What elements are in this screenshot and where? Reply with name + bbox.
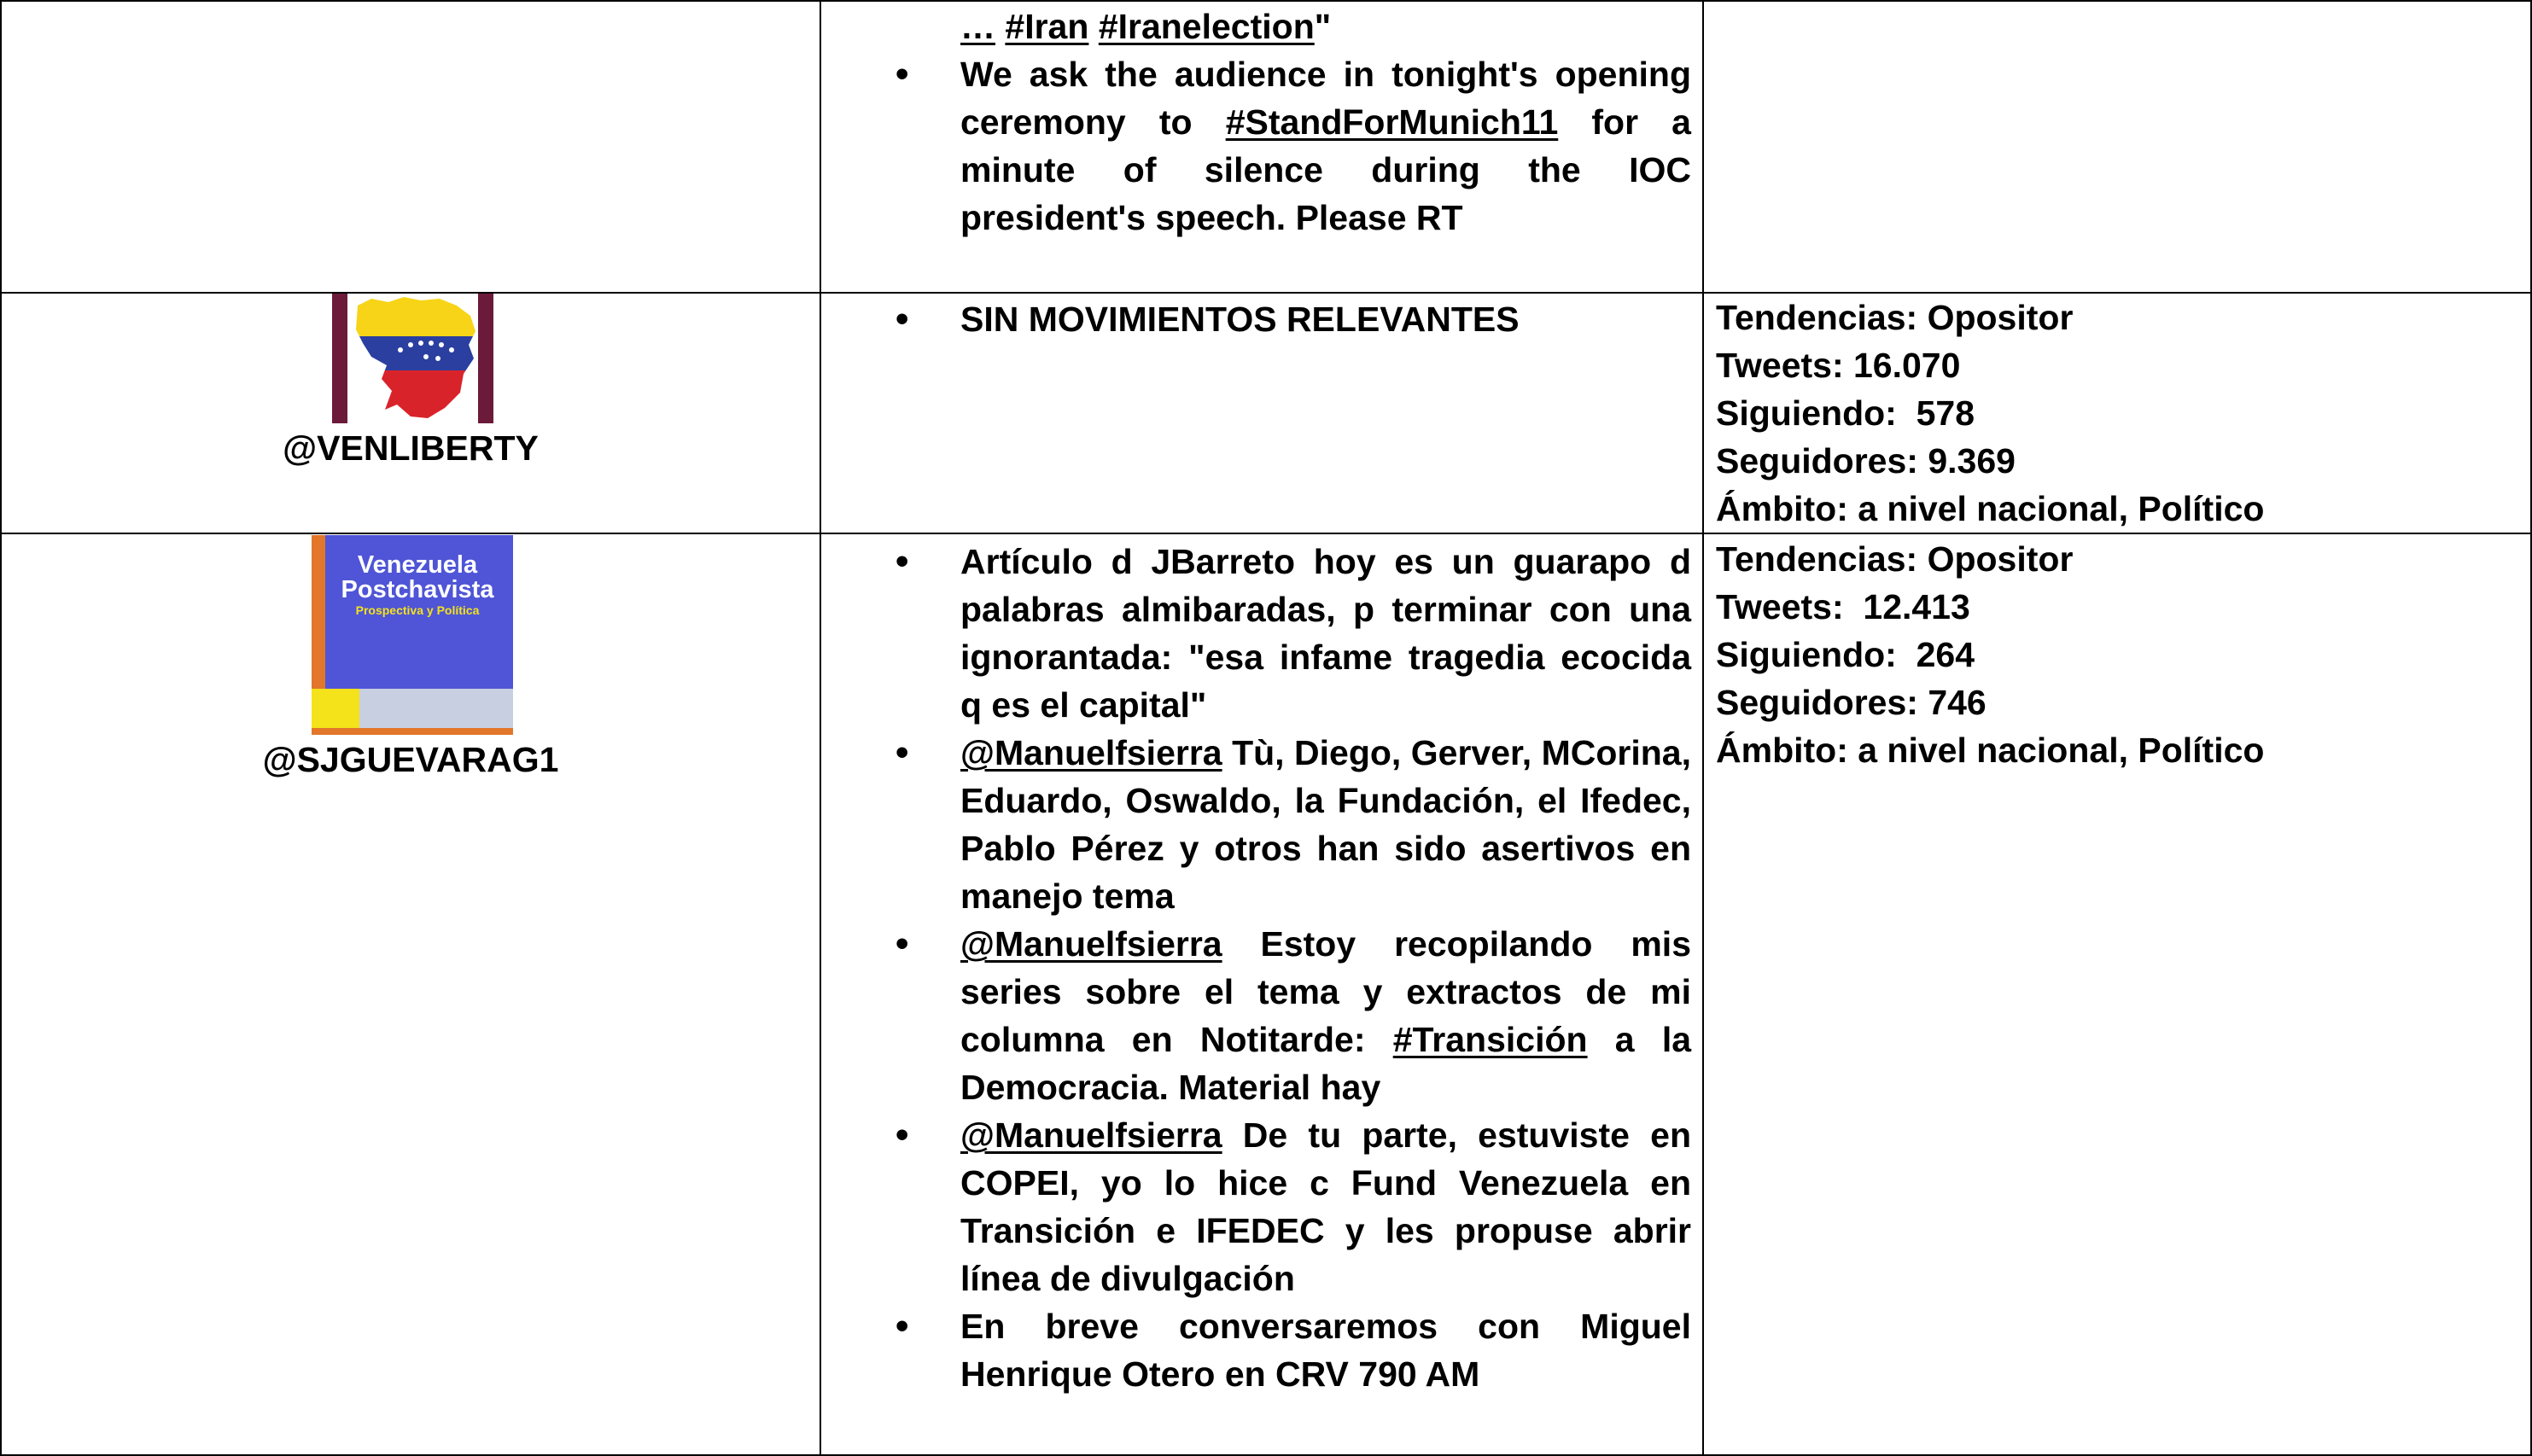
book-cover-icon	[312, 535, 513, 735]
tweet-item	[960, 920, 1691, 1111]
tweet-item	[960, 3, 1691, 50]
column-divider	[820, 0, 821, 1456]
hashtag-link[interactable]: #Iranelection	[1098, 7, 1315, 46]
book-subtitle: Prospectiva y Política	[355, 603, 480, 617]
hashtag-link[interactable]: #StandForMunich11	[1225, 102, 1559, 142]
row-divider	[0, 533, 2532, 534]
avatar	[312, 535, 513, 735]
tweet-text: We ask the audience in tonight's opening ceremony to	[960, 55, 1691, 142]
mention-link[interactable]: @Manuelfsierra	[960, 924, 1222, 964]
book-title-line1: Venezuela	[357, 551, 478, 579]
account-stats	[1716, 294, 2518, 533]
tweet-list	[960, 3, 1691, 242]
table-border-left	[0, 0, 2, 1456]
tweet-text	[995, 7, 1005, 46]
tweet-link[interactable]: …	[960, 7, 995, 46]
hashtag-link[interactable]: #Transición	[1392, 1020, 1588, 1059]
column-divider	[1702, 0, 1704, 1456]
tweet-text: for a minute of silence during the IOC president's speech. Please RT	[960, 102, 1691, 237]
stat-ambito: Ámbito: a nivel nacional, Político	[1716, 731, 2265, 770]
avatar	[332, 294, 493, 423]
account-handle: @SJGUEVARAG1	[262, 740, 559, 779]
stat-tendencias: Tendencias: Opositor	[1716, 298, 2074, 337]
stat-seguidores: Seguidores: 9.369	[1716, 441, 2016, 480]
tweet-text: SIN MOVIMIENTOS RELEVANTES	[960, 300, 1520, 339]
tweet-item	[960, 1302, 1691, 1398]
stat-tweets: Tweets: 16.070	[1716, 346, 1961, 385]
stat-seguidores: Seguidores: 746	[1716, 683, 1987, 722]
tweet-text	[1088, 7, 1098, 46]
tweet-text: Artículo d JBarreto hoy es un guarapo d palabras almibaradas, p terminar con una ignorantada: "esa infame tragedia ecocida q es el capital"	[960, 542, 1691, 725]
tweet-text: Tù, Diego, Gerver, MCorina, Eduardo, Oswaldo, la Fundación, el Ifedec, Pablo Pérez y otros han sido asertivos en manejo tema	[960, 733, 1691, 916]
tweet-text: "	[1314, 7, 1332, 46]
tweet-item	[960, 50, 1691, 242]
tweet-item	[960, 538, 1691, 729]
tweet-list	[960, 538, 1691, 1398]
tweet-item	[960, 295, 1691, 343]
account-handle: @VENLIBERTY	[283, 428, 539, 468]
table-border-top	[0, 0, 2532, 2]
venezuela-map-icon	[332, 294, 493, 423]
tweet-text: En breve conversaremos con Miguel Henrique Otero en CRV 790 AM	[960, 1307, 1691, 1394]
stat-siguiendo: Siguiendo: 578	[1716, 393, 1975, 433]
mention-link[interactable]: @Manuelfsierra	[960, 733, 1222, 772]
tweet-text: a la Democracia. Material hay	[960, 1020, 1692, 1107]
mention-link[interactable]: @Manuelfsierra	[960, 1115, 1222, 1155]
account-stats	[1716, 535, 2518, 774]
stat-tweets: Tweets: 12.413	[1716, 587, 1970, 626]
hashtag-link[interactable]: #Iran	[1005, 7, 1089, 46]
book-title-line2: Postchavista	[341, 576, 494, 603]
stat-ambito: Ámbito: a nivel nacional, Político	[1716, 489, 2265, 528]
stat-tendencias: Tendencias: Opositor	[1716, 539, 2074, 579]
tweet-text: De tu parte, estuviste en COPEI, yo lo hice c Fund Venezuela en Transición e IFEDEC y les propuse abrir línea de divulgación	[960, 1115, 1691, 1298]
tweet-item	[960, 1111, 1691, 1302]
tweet-text: Estoy recopilando mis series sobre el tema y extractos de mi columna en Notitarde:	[960, 924, 1691, 1059]
tweet-list	[960, 295, 1691, 343]
tweet-item	[960, 729, 1691, 920]
stat-siguiendo: Siguiendo: 264	[1716, 635, 1975, 674]
